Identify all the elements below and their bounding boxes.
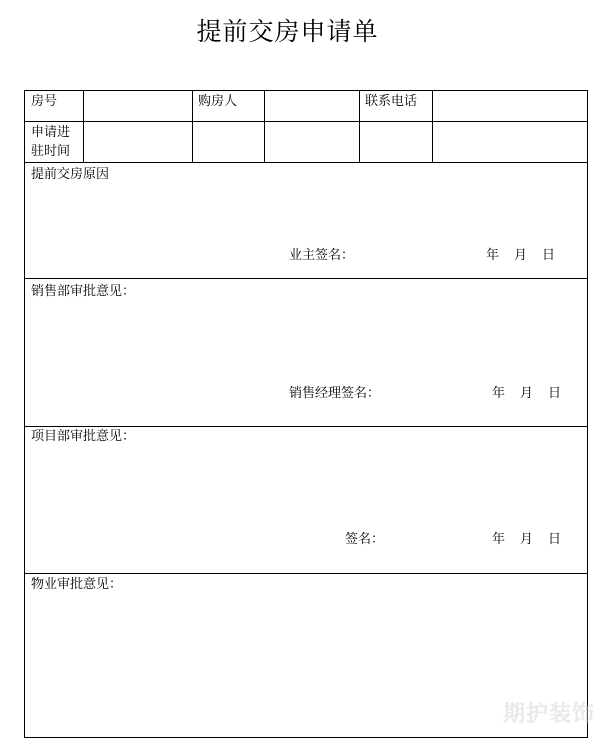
section-divider	[24, 278, 588, 279]
column-divider	[192, 90, 193, 162]
sales-date-month: 月	[520, 386, 534, 401]
sales-approval-label: 销售部审批意见：	[31, 284, 136, 299]
table-border-bottom	[24, 737, 588, 738]
reason-date-day: 日	[542, 248, 556, 263]
project-date-year: 年	[492, 532, 506, 547]
buyer-label: 购房人	[198, 94, 238, 109]
buyer-field[interactable]	[265, 91, 359, 121]
owner-signature-label: 业主签名：	[289, 248, 355, 263]
project-date-month: 月	[520, 532, 534, 547]
property-approval-label: 物业审批意见：	[31, 577, 123, 592]
phone-field[interactable]	[433, 91, 587, 121]
phone-label: 联系电话	[365, 94, 418, 109]
room-number-label: 房号	[31, 94, 58, 109]
form-title: 提前交房申请单	[196, 17, 379, 46]
reason-label: 提前交房原因	[31, 167, 110, 182]
application-form-table	[24, 90, 588, 738]
row-divider	[24, 162, 588, 163]
room-number-field[interactable]	[84, 91, 192, 121]
table-border-right	[587, 90, 588, 738]
move-in-time-label-line2: 驻时间	[31, 144, 71, 159]
watermark-logo: 期护装饰	[502, 701, 595, 727]
reason-date-month: 月	[514, 248, 528, 263]
sales-date-year: 年	[492, 386, 506, 401]
project-date-day: 日	[548, 532, 562, 547]
reason-date-year: 年	[486, 248, 500, 263]
section-divider	[24, 573, 588, 574]
column-divider	[359, 90, 360, 162]
sales-date-day: 日	[548, 386, 562, 401]
move-in-time-label-line1: 申请进	[31, 125, 71, 140]
project-signature-label: 签名：	[345, 532, 385, 547]
project-approval-label: 项目部审批意见：	[31, 429, 136, 444]
table-border-left	[24, 90, 25, 738]
sales-manager-signature-label: 销售经理签名：	[289, 386, 381, 401]
move-in-time-field[interactable]	[84, 122, 192, 162]
section-divider	[24, 426, 588, 427]
